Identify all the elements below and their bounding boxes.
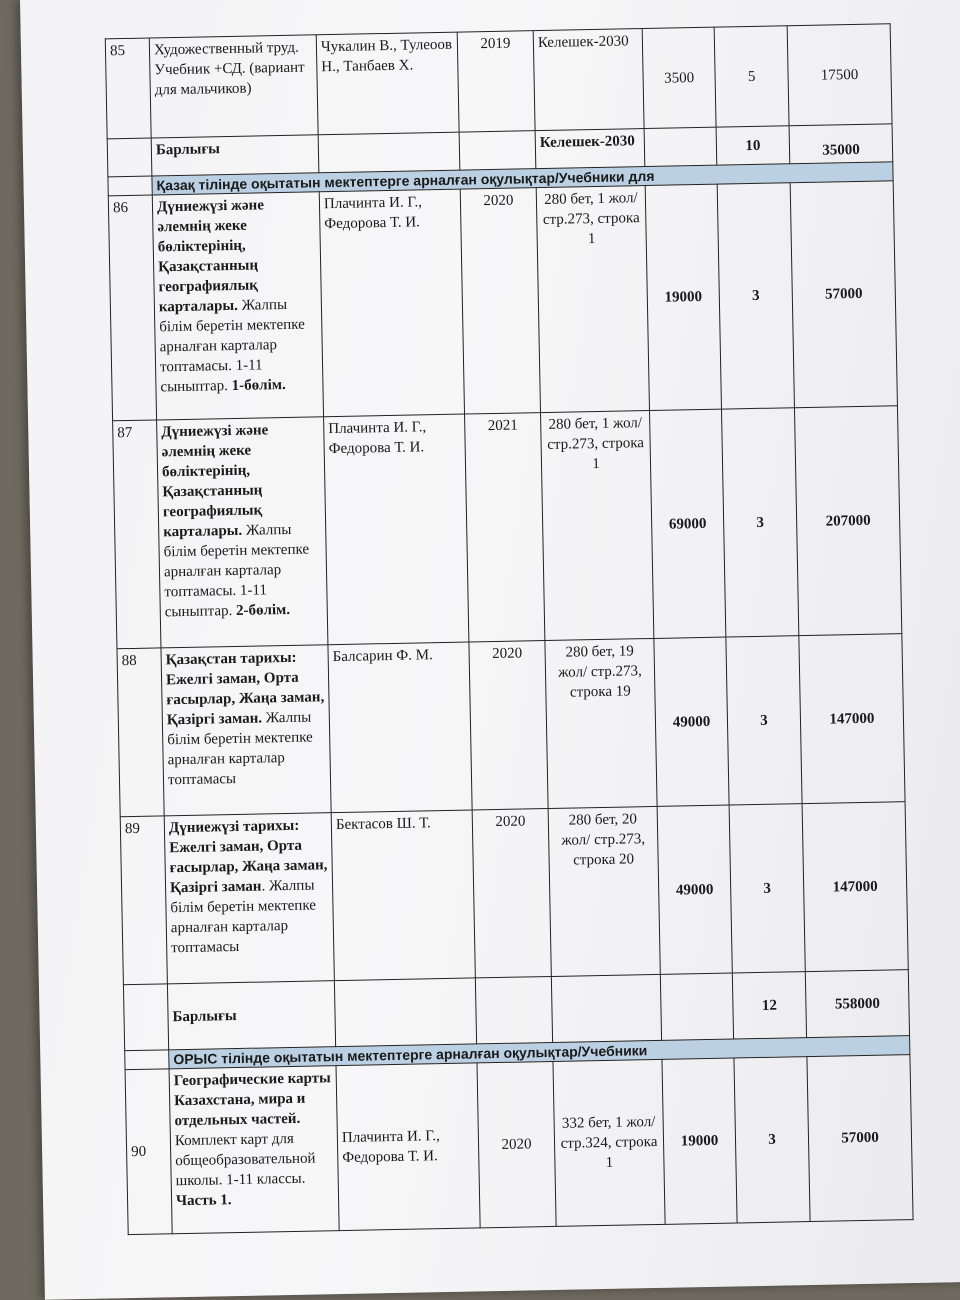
book-qty: 3 [729,804,805,973]
table-row [125,1055,913,1235]
book-qty: 3 [726,636,802,805]
book-sum: 207000 [794,406,901,636]
book-sum: 17500 [787,24,892,126]
book-price: 69000 [649,409,725,638]
total-label: Барлығы [151,135,319,176]
book-authors: Плачинта И. Г., Федорова Т. И. [319,189,464,417]
book-price: 49000 [657,805,732,974]
document-sheet [20,0,960,1300]
book-title: Дүниежүзі және әлемнің жеке бөліктерінің, Қазақстанның географиялық карталары. Жалпы білім беретін мектепке арналған карталар топтамасы. 1-11 сыныптар. 1-бөлім. [152,192,323,420]
book-price: 19000 [645,184,721,410]
book-qty: 3 [734,1057,810,1223]
book-qty: 3 [721,408,798,637]
table-row [108,181,897,421]
total-source: Келешек-2030 [535,129,645,169]
book-title: Дүниежүзі тарихы: Ежелгі заман, Орта ғасырлар, Жаңа заман, Қазіргі заман. Жалпы білім беретін мектепке арналған карталар топтамасы [164,813,334,984]
book-qty: 3 [717,183,794,409]
row-number: 87 [113,420,161,649]
book-authors: Бектасов Ш. Т. [331,810,475,981]
table-row [113,406,902,649]
book-title: Дүниежүзі және әлемнің жеке бөліктерінің, Қазақстанның географиялық карталары. Жалпы білім беретін мектепке арналған карталар топтамасы. 1-11 сыныптар. 2-бөлім. [157,417,328,648]
book-title: Қазақстан тарихы: Ежелгі заман, Орта ғасырлар, Жаңа заман, Қазіргі заман. Жалпы білім беретін мектепке арналған карталар топтамасы [161,645,331,816]
section-heading: Қазақ тілінде оқытатын мектептерге арналған оқулықтар/Учебники для [152,162,893,195]
book-source: 280 бет, 1 жол/ стр.273, строка 1 [536,186,649,413]
book-sum: 57000 [790,181,897,408]
table-row [120,802,908,985]
book-year: 2020 [477,1061,556,1227]
book-authors: Плачинта И. Г., Федорова Т. И. [336,1063,480,1231]
book-authors: Плачинта И. Г., Федорова Т. И. [324,414,469,645]
book-authors: Чукалин В., Тулеоов Н., Танбаев Х. [316,32,459,135]
row-number: 89 [120,816,167,985]
total-sum: 558000 [805,970,909,1038]
book-source: 332 бет, 1 жол/ стр.324, строка 1 [553,1059,665,1226]
book-source: 280 бет, 19 жол/ стр.273, строка 19 [545,638,657,808]
book-year: 2020 [469,641,548,810]
book-year: 2020 [472,809,551,978]
book-sum: 57000 [807,1055,913,1222]
row-number: 86 [108,195,156,421]
book-price: 3500 [642,27,716,128]
book-qty: 5 [714,26,789,127]
book-source: 280 бет, 1 жол/ стр.273, строка 1 [541,410,654,640]
total-sum: 35000 [789,124,893,164]
textbook-table [105,23,914,1235]
table-row [105,24,892,139]
book-year: 2021 [465,413,545,642]
row-number: 90 [125,1069,172,1235]
book-sum: 147000 [802,802,908,972]
book-title: Художественный труд. Учебник +СД. (вариант для мальчиков) [149,35,318,138]
book-price: 49000 [654,637,729,806]
book-title: Географические карты Казахстана, мира и отдельных частей. Комплект карт для общеобразовательной школы. 1-11 классы. Часть 1. [169,1066,339,1234]
book-source: 280 бет, 20 жол/ стр.273, строка 20 [548,806,660,976]
book-price: 19000 [662,1058,737,1224]
book-source: Келешек-2030 [533,29,644,131]
book-year: 2020 [460,188,540,414]
row-number: 85 [105,38,151,139]
table-row [117,634,905,817]
total-qty: 10 [716,126,790,165]
total-label: Барлығы [167,981,335,1050]
section-heading: ОРЫС тілінде оқытатын мектептерге арналған оқулықтар/Учебники [169,1036,910,1069]
book-sum: 147000 [799,634,905,804]
book-year: 2019 [457,31,535,132]
row-number: 88 [117,648,164,817]
total-qty: 12 [732,972,806,1039]
book-authors: Балсарин Ф. М. [328,642,472,813]
